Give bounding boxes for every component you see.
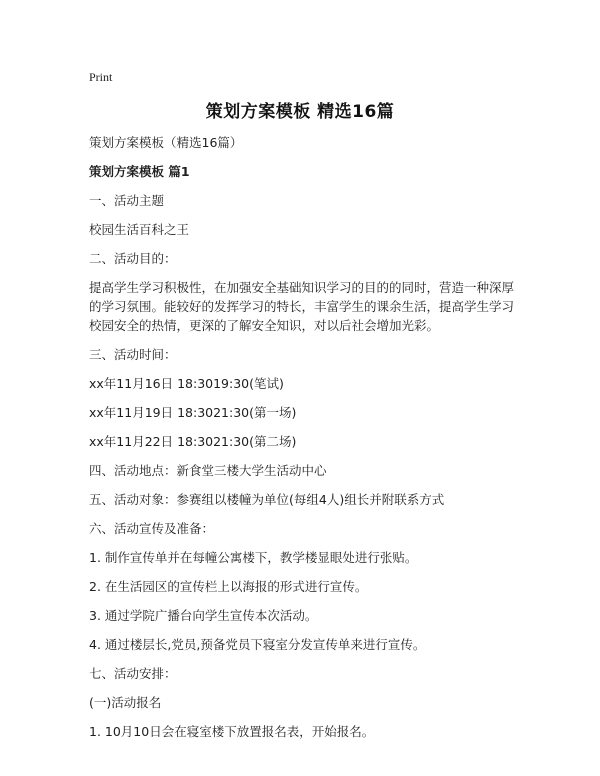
paragraph: 五、活动对象：参赛组以楼幢为单位(每组4人)组长并附联系方式 <box>89 492 445 507</box>
paragraph: 六、活动宣传及准备： <box>89 521 215 536</box>
paragraph-purpose: 提高学生学习积极性，在加强安全基础知识学习的目的的同时，营造一种深厚的学习氛围。能较好的发挥学习的特长，丰富学生的课余生活，提高学生学习校园安全的热情，更深的了解安全知识，对以后社会增加光彩。 <box>89 280 515 333</box>
paragraph: 七、活动安排： <box>89 666 177 681</box>
section-heading: 策划方案模板 篇1 <box>89 164 190 179</box>
document-body <box>89 133 517 751</box>
paragraph: 二、活动目的： <box>89 251 177 266</box>
paragraph: 三、活动时间： <box>89 347 177 362</box>
paragraph-time: xx年11月16日 18:3019:30(笔试) <box>89 376 284 391</box>
paragraph-subtitle: 策划方案模板（精选16篇） <box>89 135 243 150</box>
paragraph-time: xx年11月22日 18:3021:30(第二场) <box>89 434 297 449</box>
list-item: 1. 制作宣传单并在每幢公寓楼下，教学楼显眼处进行张贴。 <box>89 550 418 565</box>
paragraph: 一、活动主题 <box>89 193 165 208</box>
list-item: 3. 通过学院广播台向学生宣传本次活动。 <box>89 608 318 623</box>
paragraph-time: xx年11月19日 18:3021:30(第一场) <box>89 405 297 420</box>
paragraph: (一)活动报名 <box>89 695 162 710</box>
print-label[interactable]: Print <box>89 70 113 84</box>
list-item: 4. 通过楼层长,党员,预备党员下寝室分发宣传单来进行宣传。 <box>89 637 426 652</box>
list-item: 1. 10月10日会在寝室楼下放置报名表，开始报名。 <box>89 724 375 739</box>
paragraph: 校园生活百科之王 <box>89 222 190 237</box>
document-title: 策划方案模板 精选16篇 <box>205 102 395 122</box>
paragraph: 四、活动地点：新食堂三楼大学生活动中心 <box>89 463 327 478</box>
list-item: 2. 在生活园区的宣传栏上以海报的形式进行宣传。 <box>89 579 368 594</box>
